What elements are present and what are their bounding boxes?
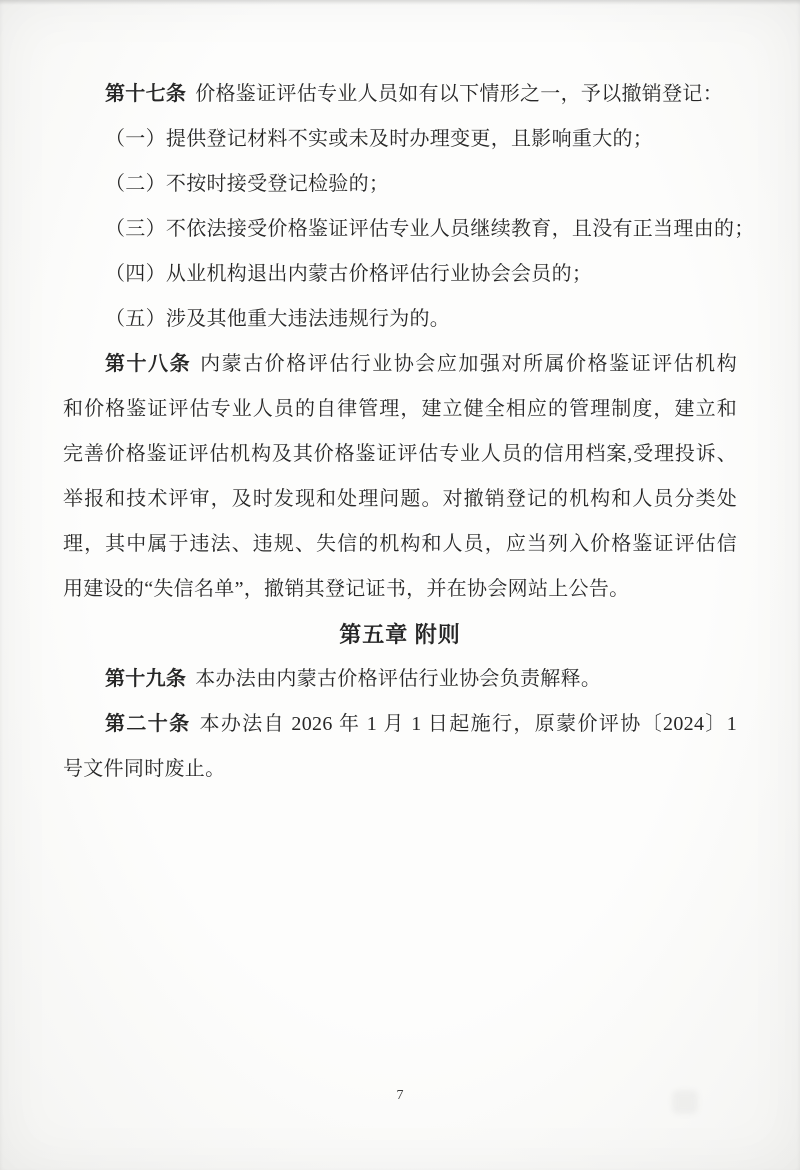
item-3-text: （三）不依法接受价格鉴证评估专业人员继续教育，且没有正当理由的； xyxy=(105,218,755,240)
article-19-number: 第十九条 xyxy=(105,668,187,690)
item-1-line xyxy=(63,117,737,162)
article-18-continuation: 理，其中属于违法、违规、失信的机构和人员，应当列入价格鉴证评估信 xyxy=(63,533,737,555)
item-3-line xyxy=(63,207,755,252)
article-20-continuation: 号文件同时废止。 xyxy=(63,758,226,780)
article-20-text: 本办法自 2026 年 1 月 1 日起施行，原蒙价评协〔2024〕1 xyxy=(199,713,738,735)
item-5-text: （五）涉及其他重大违法违规行为的。 xyxy=(105,308,451,330)
article-17-text: 价格鉴证评估专业人员如有以下情形之一，予以撤销登记： xyxy=(195,83,724,105)
item-1-text: （一）提供登记材料不实或未及时办理变更，且影响重大的； xyxy=(105,128,654,150)
article-17-line xyxy=(63,72,737,117)
article-19-text: 本办法由内蒙古价格评估行业协会负责解释。 xyxy=(195,668,602,690)
article-18-continuation: 举报和技术评审，及时发现和处理问题。对撤销登记的机构和人员分类处 xyxy=(63,488,737,510)
item-2-text: （二）不按时接受登记检验的； xyxy=(105,173,390,195)
item-5-line xyxy=(63,297,737,342)
article-20-number: 第二十条 xyxy=(105,713,191,735)
article-18-number: 第十八条 xyxy=(105,353,192,375)
item-4-line xyxy=(63,252,737,297)
chapter-heading: 第五章 附则 xyxy=(339,622,461,647)
article-17-number: 第十七条 xyxy=(105,83,187,105)
article-18-continuation: 完善价格鉴证评估机构及其价格鉴证评估专业人员的信用档案,受理投诉、 xyxy=(63,443,737,465)
article-18-continuation: 和价格鉴证评估专业人员的自律管理，建立健全相应的管理制度，建立和 xyxy=(63,398,737,420)
scan-edge-shadow xyxy=(0,0,800,5)
item-2-line xyxy=(63,162,737,207)
document-body xyxy=(63,72,755,792)
article-18-line xyxy=(63,342,737,387)
page-number: 7 xyxy=(396,1088,404,1103)
article-20-line xyxy=(63,702,737,747)
article-18-continuation: 用建设的“失信名单”，撤销其登记证书，并在协会网站上公告。 xyxy=(63,578,630,600)
article-19-line xyxy=(63,657,737,702)
item-4-text: （四）从业机构退出内蒙古价格评估行业协会会员的； xyxy=(105,263,593,285)
article-18-text: 内蒙古价格评估行业协会应加强对所属价格鉴证评估机构 xyxy=(200,353,738,375)
